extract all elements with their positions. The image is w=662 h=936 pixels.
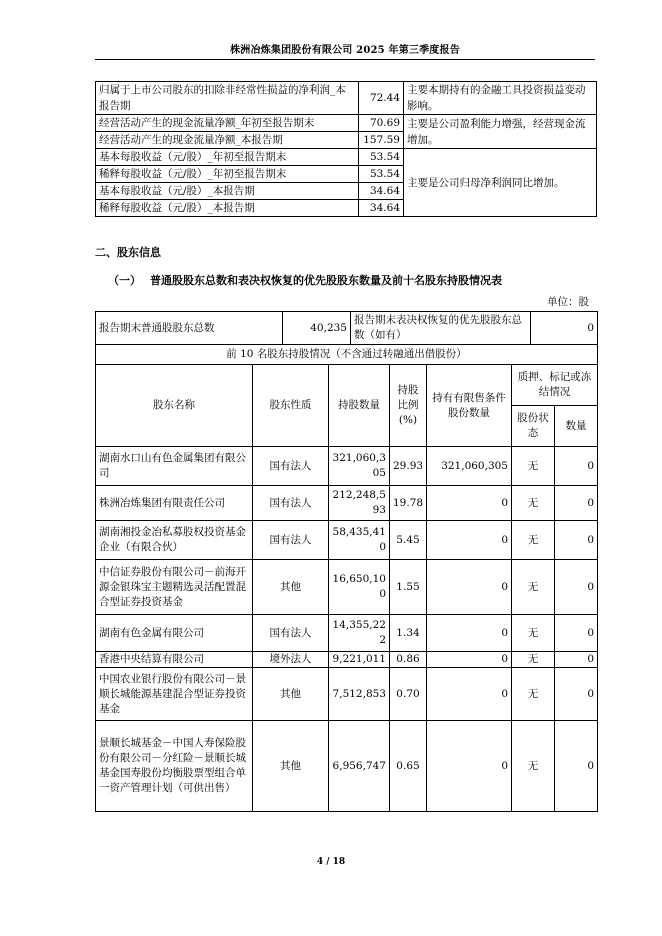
subsection-title (108, 272, 502, 288)
holder-name: 湖南有色金属有限公司 (96, 615, 253, 652)
section-title: 二、股东信息 (95, 246, 161, 259)
holder-nature: 国有法人 (253, 615, 329, 652)
holder-nature: 其他 (253, 560, 329, 615)
holder-restricted: 0 (427, 486, 512, 521)
table-row (96, 149, 597, 166)
holder-name: 湖南湘投金冶私募股权投资基金企业（有限合伙） (96, 521, 253, 560)
holder-count: 0 (555, 560, 598, 615)
holder-ratio: 5.45 (390, 521, 427, 560)
holder-status: 无 (512, 652, 555, 668)
holder-status: 无 (512, 521, 555, 560)
table-row (96, 312, 598, 345)
indicator-reason: 主要本期持有的金融工具投资损益变动影响。 (404, 82, 597, 115)
holder-restricted: 321,060,305 (427, 447, 512, 486)
unit-label: 单位：股 (547, 296, 589, 308)
indicator-value: 157.59 (359, 132, 404, 149)
table-row (96, 721, 598, 812)
holder-status: 无 (512, 668, 555, 721)
indicator-value: 53.54 (359, 149, 404, 166)
table-row (96, 486, 598, 521)
shareholder-summary-table (95, 311, 598, 345)
holder-nature: 其他 (253, 668, 329, 721)
holder-status: 无 (512, 615, 555, 652)
holder-name: 株洲冶炼集团有限责任公司 (96, 486, 253, 521)
holder-ratio: 0.65 (390, 721, 427, 812)
holder-restricted: 0 (427, 560, 512, 615)
holder-shares: 9,221,011 (329, 652, 390, 668)
table-header-row (96, 365, 598, 406)
holder-shares: 6,956,747 (329, 721, 390, 812)
holder-count: 0 (555, 721, 598, 812)
holder-ratio: 1.55 (390, 560, 427, 615)
table-row (96, 447, 598, 486)
indicator-reason: 主要是公司归母净利润同比增加。 (404, 149, 597, 217)
holder-ratio: 29.93 (390, 447, 427, 486)
subsection-text: 普通股股东总数和表决权恢复的优先股股东数量及前十名股东持股情况表 (150, 274, 502, 287)
indicator-item: 经营活动产生的现金流量净额_年初至报告期末 (96, 115, 359, 132)
indicator-item: 基本每股收益（元/股）_年初至报告期末 (96, 149, 359, 166)
table-row (96, 560, 598, 615)
table-caption: 前 10 名股东持股情况（不含通过转融通出借股份） (96, 345, 598, 365)
holder-status: 无 (512, 721, 555, 812)
holder-count: 0 (555, 521, 598, 560)
holder-name: 湖南水口山有色金属集团有限公司 (96, 447, 253, 486)
table-row (96, 615, 598, 652)
indicator-reason: 主要是公司盈利能力增强，经营现金流增加。 (404, 115, 597, 149)
table-row (96, 82, 597, 115)
subsection-index: （一） (108, 274, 141, 287)
holder-count: 0 (555, 447, 598, 486)
holder-nature: 境外法人 (253, 652, 329, 668)
header-count: 数量 (555, 406, 598, 447)
holder-ratio: 0.70 (390, 668, 427, 721)
indicator-value: 34.64 (359, 183, 404, 200)
page-number: 4 / 18 (316, 857, 346, 867)
holder-shares: 212,248,593 (329, 486, 390, 521)
holder-count: 0 (555, 486, 598, 521)
holder-nature: 国有法人 (253, 521, 329, 560)
summary-label: 报告期末普通股股东总数 (96, 312, 283, 345)
indicator-value: 70.69 (359, 115, 404, 132)
holder-name: 香港中央结算有限公司 (96, 652, 253, 668)
holder-shares: 14,355,222 (329, 615, 390, 652)
indicator-item: 归属于上市公司股东的扣除非经常性损益的净利润_本报告期 (96, 82, 359, 115)
holder-status: 无 (512, 486, 555, 521)
holder-restricted: 0 (427, 652, 512, 668)
indicator-item: 经营活动产生的现金流量净额_本报告期 (96, 132, 359, 149)
holder-nature: 国有法人 (253, 447, 329, 486)
summary-label: 报告期末表决权恢复的优先股股东总数（如有） (351, 312, 531, 345)
holder-ratio: 19.78 (390, 486, 427, 521)
header-pledge: 质押、标记或冻结情况 (512, 365, 598, 406)
holder-name: 中信证券股份有限公司－前海开源金银珠宝主题精选灵活配置混合型证券投资基金 (96, 560, 253, 615)
header-status: 股份状态 (512, 406, 555, 447)
header-rule (95, 59, 595, 60)
header-shares: 持股数量 (329, 365, 390, 447)
holder-name: 中国农业银行股份有限公司－景顺长城能源基建混合型证券投资基金 (96, 668, 253, 721)
holder-count: 0 (555, 615, 598, 652)
holder-status: 无 (512, 447, 555, 486)
header-nature: 股东性质 (253, 365, 329, 447)
holder-shares: 7,512,853 (329, 668, 390, 721)
holder-restricted: 0 (427, 615, 512, 652)
holder-count: 0 (555, 652, 598, 668)
holder-status: 无 (512, 560, 555, 615)
header-name: 股东名称 (96, 365, 253, 447)
indicator-item: 基本每股收益（元/股）_本报告期 (96, 183, 359, 200)
holder-nature: 国有法人 (253, 486, 329, 521)
table-row (96, 521, 598, 560)
table-caption-row (96, 345, 598, 365)
header-ratio: 持股比例(%) (390, 365, 427, 447)
holder-nature: 其他 (253, 721, 329, 812)
indicator-item: 稀释每股收益（元/股）_年初至报告期末 (96, 166, 359, 183)
holder-count: 0 (555, 668, 598, 721)
holder-restricted: 0 (427, 721, 512, 812)
table-row (96, 652, 598, 668)
holder-ratio: 0.86 (390, 652, 427, 668)
holder-shares: 321,060,305 (329, 447, 390, 486)
header-restricted: 持有有限售条件股份数量 (427, 365, 512, 447)
indicator-value: 34.64 (359, 200, 404, 217)
table-row (96, 668, 598, 721)
indicator-value: 53.54 (359, 166, 404, 183)
summary-value: 0 (531, 312, 598, 345)
holder-name: 景顺长城基金－中国人寿保险股份有限公司－分红险－景顺长城基金国寿股份均衡股票型组合单一资产管理计划（可供出售） (96, 721, 253, 812)
table-row (96, 115, 597, 132)
indicator-value: 72.44 (359, 82, 404, 115)
indicator-change-table (95, 81, 597, 217)
top-shareholders-table (95, 344, 598, 812)
report-header-title: 株洲冶炼集团股份有限公司 2025 年第三季度报告 (230, 45, 460, 56)
summary-value: 40,235 (283, 312, 351, 345)
holder-ratio: 1.34 (390, 615, 427, 652)
holder-shares: 58,435,410 (329, 521, 390, 560)
indicator-item: 稀释每股收益（元/股）_本报告期 (96, 200, 359, 217)
holder-restricted: 0 (427, 668, 512, 721)
holder-restricted: 0 (427, 521, 512, 560)
holder-shares: 16,650,100 (329, 560, 390, 615)
